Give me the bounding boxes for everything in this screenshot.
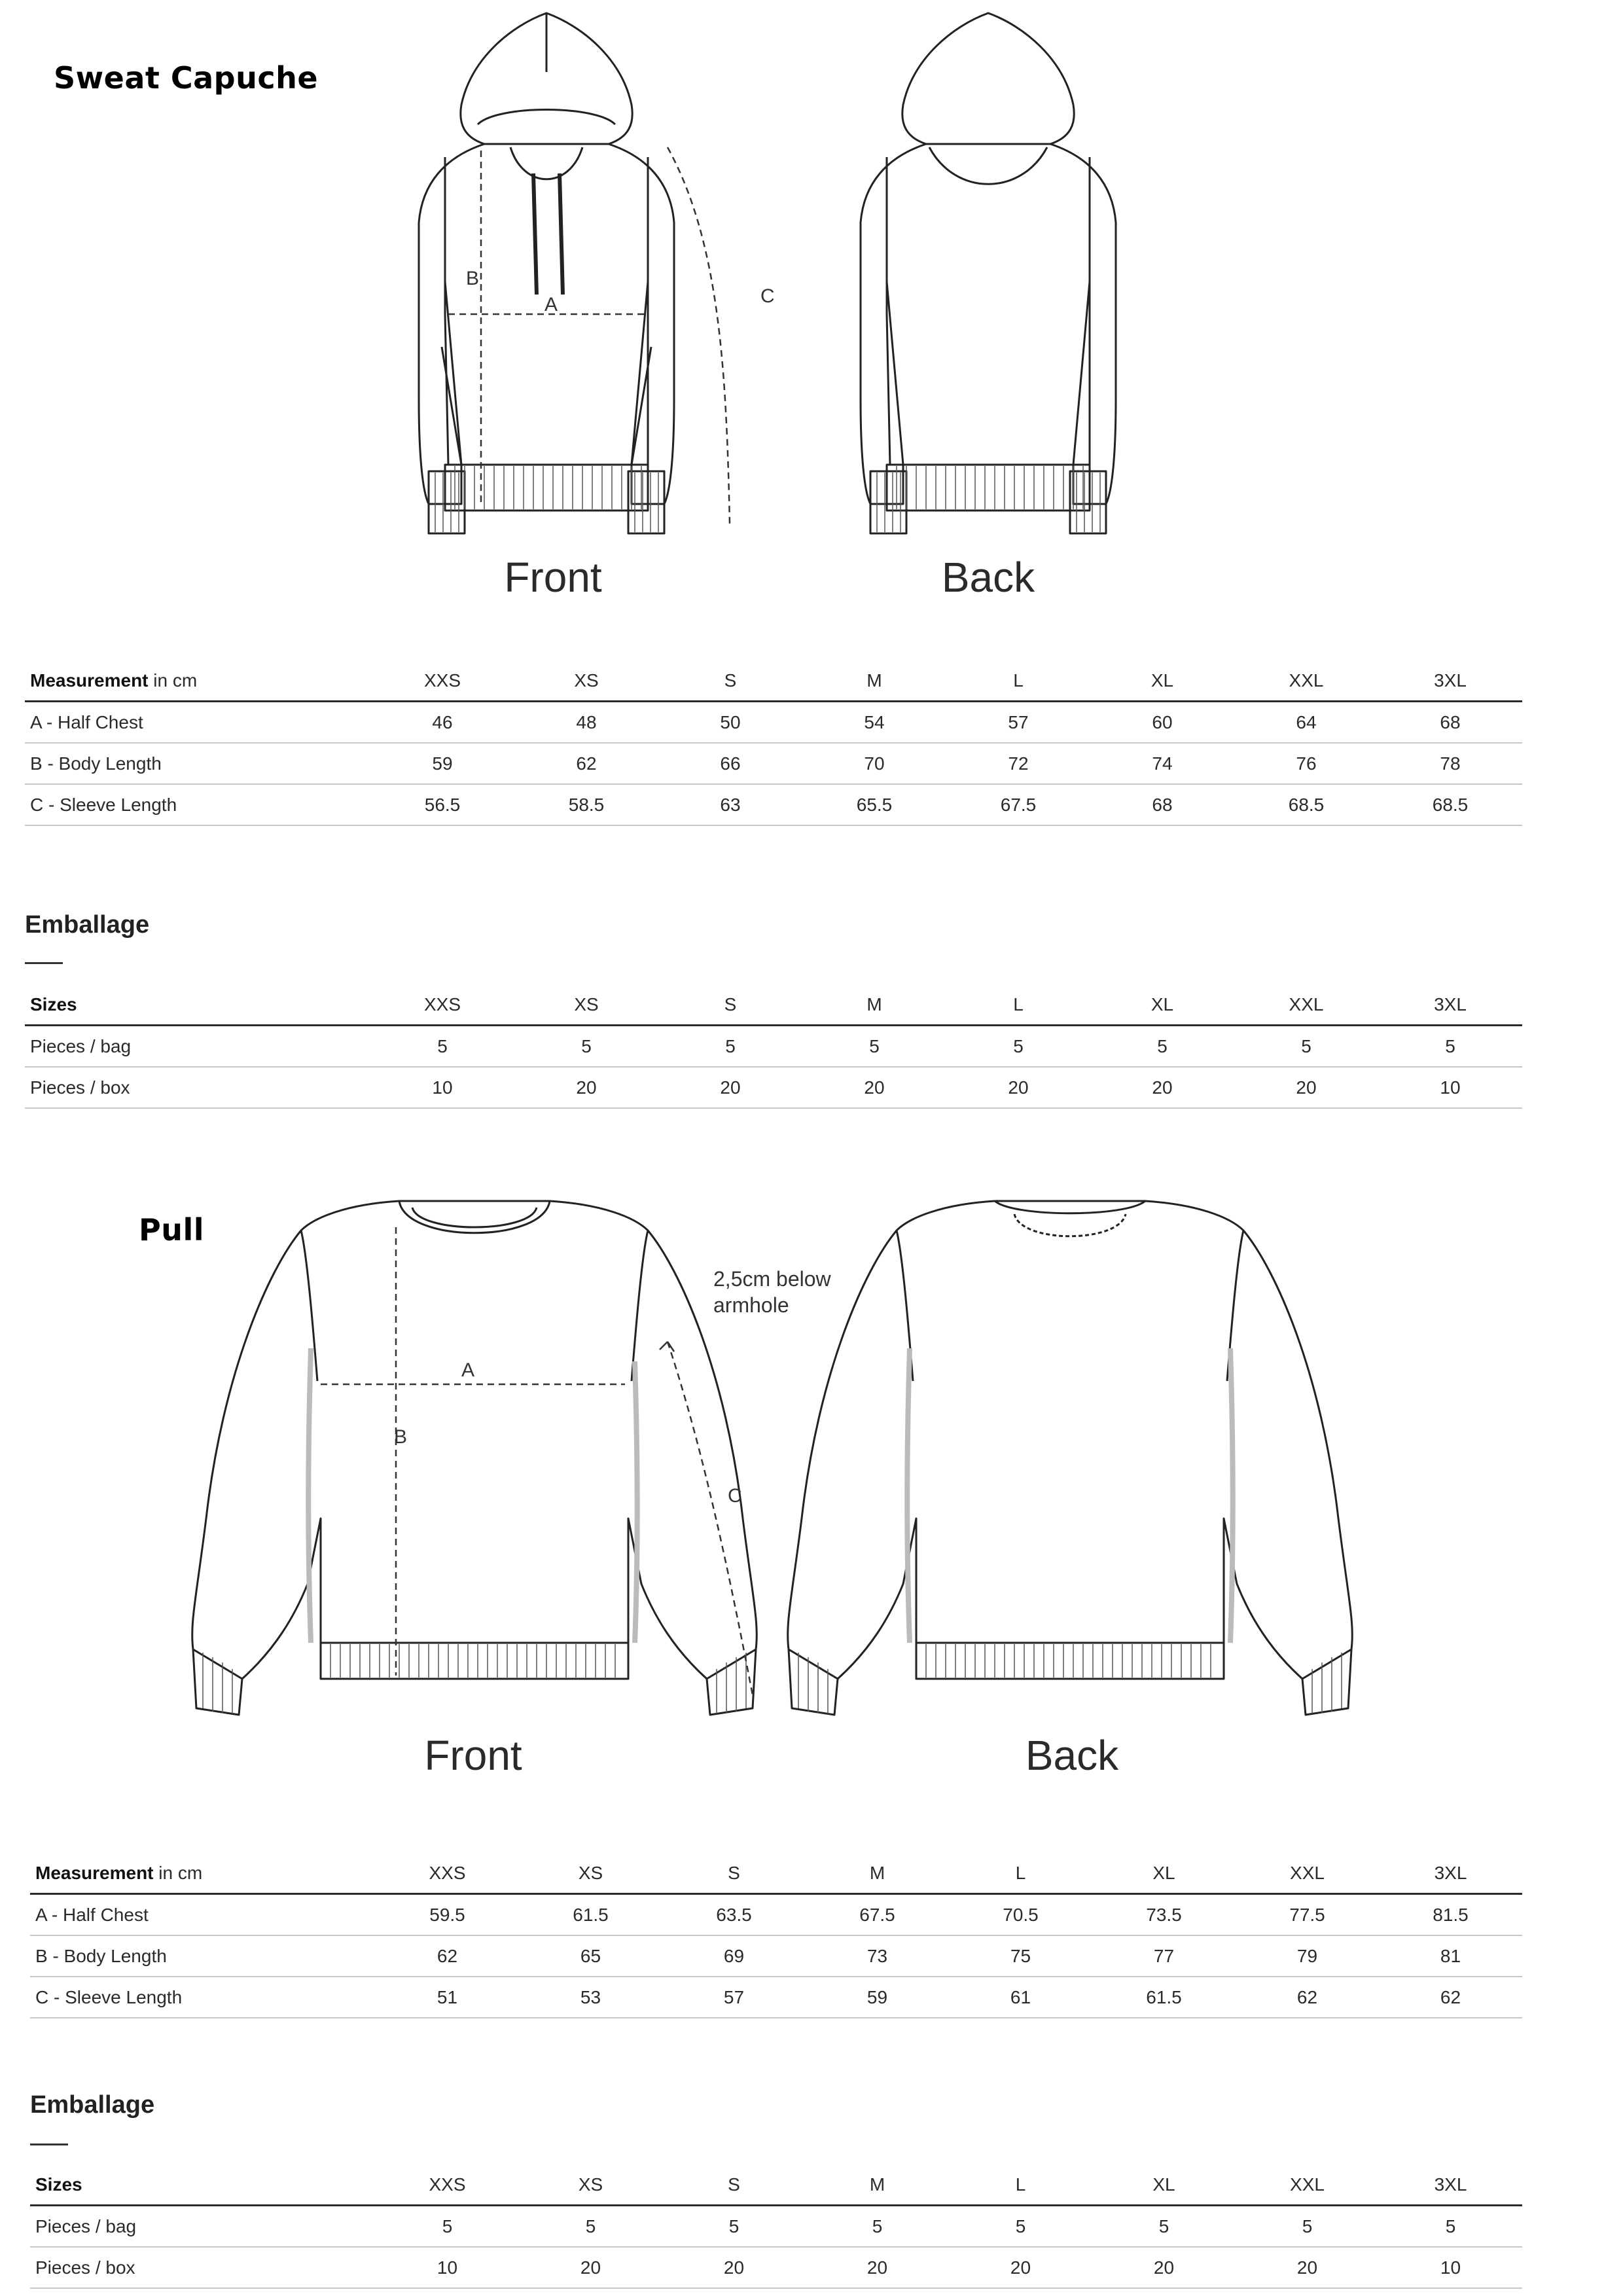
table-cell: 20	[806, 2247, 949, 2288]
pull-front-label: Front	[424, 1732, 522, 1779]
size-header: XXS	[376, 2165, 519, 2206]
table-cell: 59	[806, 1977, 949, 2018]
size-header: M	[802, 661, 946, 702]
table-cell: 5	[1379, 2206, 1522, 2248]
table-row	[25, 784, 1522, 825]
table-cell: 76	[1234, 743, 1378, 784]
pull-back-label: Back	[1025, 1732, 1119, 1779]
table-cell: 68.5	[1234, 784, 1378, 825]
size-header: XXS	[376, 1854, 519, 1894]
table-cell: 53	[519, 1977, 662, 2018]
size-header: XL	[1090, 985, 1234, 1026]
table-cell: 5	[519, 2206, 662, 2248]
table-cell: 77.5	[1236, 1894, 1379, 1936]
size-header: 3XL	[1379, 1854, 1522, 1894]
size-header: L	[949, 2165, 1092, 2206]
size-header: XXL	[1234, 661, 1378, 702]
size-header: XL	[1092, 1854, 1236, 1894]
measurement-header-label: Measurement	[35, 1863, 154, 1883]
table-cell: 5	[806, 2206, 949, 2248]
hoodie-dim-a: A	[544, 294, 558, 315]
table-cell: 5	[1092, 2206, 1236, 2248]
table-row	[25, 702, 1522, 744]
table-header-row	[25, 661, 1522, 702]
size-header: XXS	[370, 661, 514, 702]
section-divider	[25, 962, 63, 964]
section-divider	[30, 2144, 68, 2145]
hoodie-front-drawing	[340, 7, 798, 543]
table-cell: 5	[802, 1026, 946, 1067]
table-cell: 72	[946, 743, 1090, 784]
table-cell: 59.5	[376, 1894, 519, 1936]
table-cell: 5	[1090, 1026, 1234, 1067]
row-label: C - Sleeve Length	[25, 784, 370, 825]
table-cell: 81.5	[1379, 1894, 1522, 1936]
measurement-unit: in cm	[158, 1863, 203, 1883]
table-cell: 5	[946, 1026, 1090, 1067]
size-header: S	[662, 2165, 806, 2206]
size-header: XS	[514, 661, 658, 702]
row-label: A - Half Chest	[30, 1894, 376, 1936]
size-header: XXL	[1236, 1854, 1379, 1894]
size-header: 3XL	[1378, 985, 1522, 1026]
size-header: M	[806, 2165, 949, 2206]
table-cell: 68	[1378, 702, 1522, 744]
pull-packaging-table	[30, 2165, 1522, 2289]
table-cell: 10	[1379, 2247, 1522, 2288]
table-cell: 70	[802, 743, 946, 784]
table-cell: 69	[662, 1935, 806, 1977]
hoodie-back-label: Back	[941, 554, 1035, 601]
hoodie-packaging-table	[25, 985, 1522, 1109]
size-header: XXS	[370, 985, 514, 1026]
table-cell: 5	[1378, 1026, 1522, 1067]
size-header: M	[806, 1854, 949, 1894]
pull-armhole-note-line1: 2,5cm below	[713, 1267, 831, 1291]
hoodie-title: Sweat Capuche	[54, 60, 319, 96]
row-label: Pieces / bag	[25, 1026, 370, 1067]
table-cell: 20	[514, 1067, 658, 1108]
hoodie-measurement-table	[25, 661, 1522, 826]
table-cell: 61.5	[1092, 1977, 1236, 2018]
table-cell: 57	[662, 1977, 806, 2018]
table-cell: 20	[946, 1067, 1090, 1108]
table-cell: 73.5	[1092, 1894, 1236, 1936]
hoodie-packaging-title: Emballage	[25, 911, 150, 939]
table-row	[25, 743, 1522, 784]
size-header: XS	[519, 1854, 662, 1894]
table-cell: 5	[662, 2206, 806, 2248]
table-cell: 65	[519, 1935, 662, 1977]
table-cell: 5	[1236, 2206, 1379, 2248]
pull-measurement-table	[30, 1854, 1522, 2018]
size-header: 3XL	[1378, 661, 1522, 702]
table-row	[30, 1977, 1522, 2018]
table-cell: 10	[1378, 1067, 1522, 1108]
table-cell: 78	[1378, 743, 1522, 784]
table-cell: 62	[376, 1935, 519, 1977]
table-cell: 60	[1090, 702, 1234, 744]
table-cell: 77	[1092, 1935, 1236, 1977]
table-cell: 20	[1090, 1067, 1234, 1108]
sizes-header-label: Sizes	[30, 994, 77, 1014]
measurement-header-label: Measurement	[30, 670, 149, 691]
table-cell: 5	[949, 2206, 1092, 2248]
size-header: M	[802, 985, 946, 1026]
table-cell: 56.5	[370, 784, 514, 825]
table-row	[25, 1067, 1522, 1108]
table-row	[30, 2206, 1522, 2248]
table-cell: 70.5	[949, 1894, 1092, 1936]
table-cell: 5	[370, 1026, 514, 1067]
hoodie-front-label: Front	[504, 554, 602, 601]
table-cell: 59	[370, 743, 514, 784]
row-label: B - Body Length	[30, 1935, 376, 1977]
table-cell: 5	[376, 2206, 519, 2248]
sizes-header-label: Sizes	[35, 2174, 82, 2195]
table-cell: 62	[1236, 1977, 1379, 2018]
table-cell: 51	[376, 1977, 519, 2018]
table-cell: 74	[1090, 743, 1234, 784]
size-header: XXL	[1234, 985, 1378, 1026]
table-header-row	[30, 1854, 1522, 1894]
table-cell: 68	[1090, 784, 1234, 825]
size-header: XL	[1090, 661, 1234, 702]
table-cell: 54	[802, 702, 946, 744]
table-cell: 67.5	[946, 784, 1090, 825]
table-cell: 63.5	[662, 1894, 806, 1936]
table-row	[30, 1935, 1522, 1977]
table-cell: 48	[514, 702, 658, 744]
table-cell: 65.5	[802, 784, 946, 825]
pull-front-drawing	[183, 1191, 831, 1728]
table-row	[30, 1894, 1522, 1936]
table-cell: 5	[1234, 1026, 1378, 1067]
table-cell: 58.5	[514, 784, 658, 825]
table-cell: 20	[658, 1067, 802, 1108]
table-cell: 73	[806, 1935, 949, 1977]
table-cell: 20	[802, 1067, 946, 1108]
size-header: L	[946, 985, 1090, 1026]
hoodie-dim-b: B	[466, 268, 480, 289]
pull-dim-b: B	[394, 1426, 408, 1448]
table-cell: 46	[370, 702, 514, 744]
table-cell: 10	[370, 1067, 514, 1108]
table-row	[30, 2247, 1522, 2288]
row-label: A - Half Chest	[25, 702, 370, 744]
size-header: S	[658, 985, 802, 1026]
size-header: XS	[514, 985, 658, 1026]
table-cell: 20	[949, 2247, 1092, 2288]
row-label: Pieces / bag	[30, 2206, 376, 2248]
size-header: XS	[519, 2165, 662, 2206]
size-header: XL	[1092, 2165, 1236, 2206]
table-cell: 5	[514, 1026, 658, 1067]
sizes-header	[30, 2165, 376, 2206]
row-label: B - Body Length	[25, 743, 370, 784]
pull-title: Pull	[139, 1212, 204, 1247]
table-cell: 57	[946, 702, 1090, 744]
table-cell: 10	[376, 2247, 519, 2288]
table-cell: 63	[658, 784, 802, 825]
table-header-row	[25, 985, 1522, 1026]
measurement-header	[25, 661, 370, 702]
table-cell: 20	[1234, 1067, 1378, 1108]
table-cell: 61	[949, 1977, 1092, 2018]
table-cell: 5	[658, 1026, 802, 1067]
table-header-row	[30, 2165, 1522, 2206]
sizes-header	[25, 985, 370, 1026]
table-cell: 62	[514, 743, 658, 784]
table-cell: 61.5	[519, 1894, 662, 1936]
table-cell: 20	[662, 2247, 806, 2288]
pull-packaging-title: Emballage	[30, 2091, 155, 2119]
size-header: S	[662, 1854, 806, 1894]
table-cell: 20	[519, 2247, 662, 2288]
table-cell: 20	[1236, 2247, 1379, 2288]
table-row	[25, 1026, 1522, 1067]
hoodie-dim-c: C	[760, 285, 775, 307]
size-header: 3XL	[1379, 2165, 1522, 2206]
pull-dim-c: C	[728, 1485, 742, 1507]
table-cell: 20	[1092, 2247, 1236, 2288]
row-label: C - Sleeve Length	[30, 1977, 376, 2018]
pull-armhole-note-line2: armhole	[713, 1293, 789, 1317]
measurement-unit: in cm	[153, 670, 198, 691]
row-label: Pieces / box	[25, 1067, 370, 1108]
pull-back-drawing	[779, 1191, 1368, 1728]
table-cell: 62	[1379, 1977, 1522, 2018]
size-header: L	[949, 1854, 1092, 1894]
size-header: S	[658, 661, 802, 702]
table-cell: 50	[658, 702, 802, 744]
table-cell: 79	[1236, 1935, 1379, 1977]
table-cell: 67.5	[806, 1894, 949, 1936]
row-label: Pieces / box	[30, 2247, 376, 2288]
table-cell: 66	[658, 743, 802, 784]
pull-dim-a: A	[461, 1359, 475, 1381]
size-header: XXL	[1236, 2165, 1379, 2206]
measurement-header	[30, 1854, 376, 1894]
table-cell: 81	[1379, 1935, 1522, 1977]
hoodie-back-drawing	[779, 7, 1198, 543]
table-cell: 64	[1234, 702, 1378, 744]
size-header: L	[946, 661, 1090, 702]
table-cell: 75	[949, 1935, 1092, 1977]
table-cell: 68.5	[1378, 784, 1522, 825]
